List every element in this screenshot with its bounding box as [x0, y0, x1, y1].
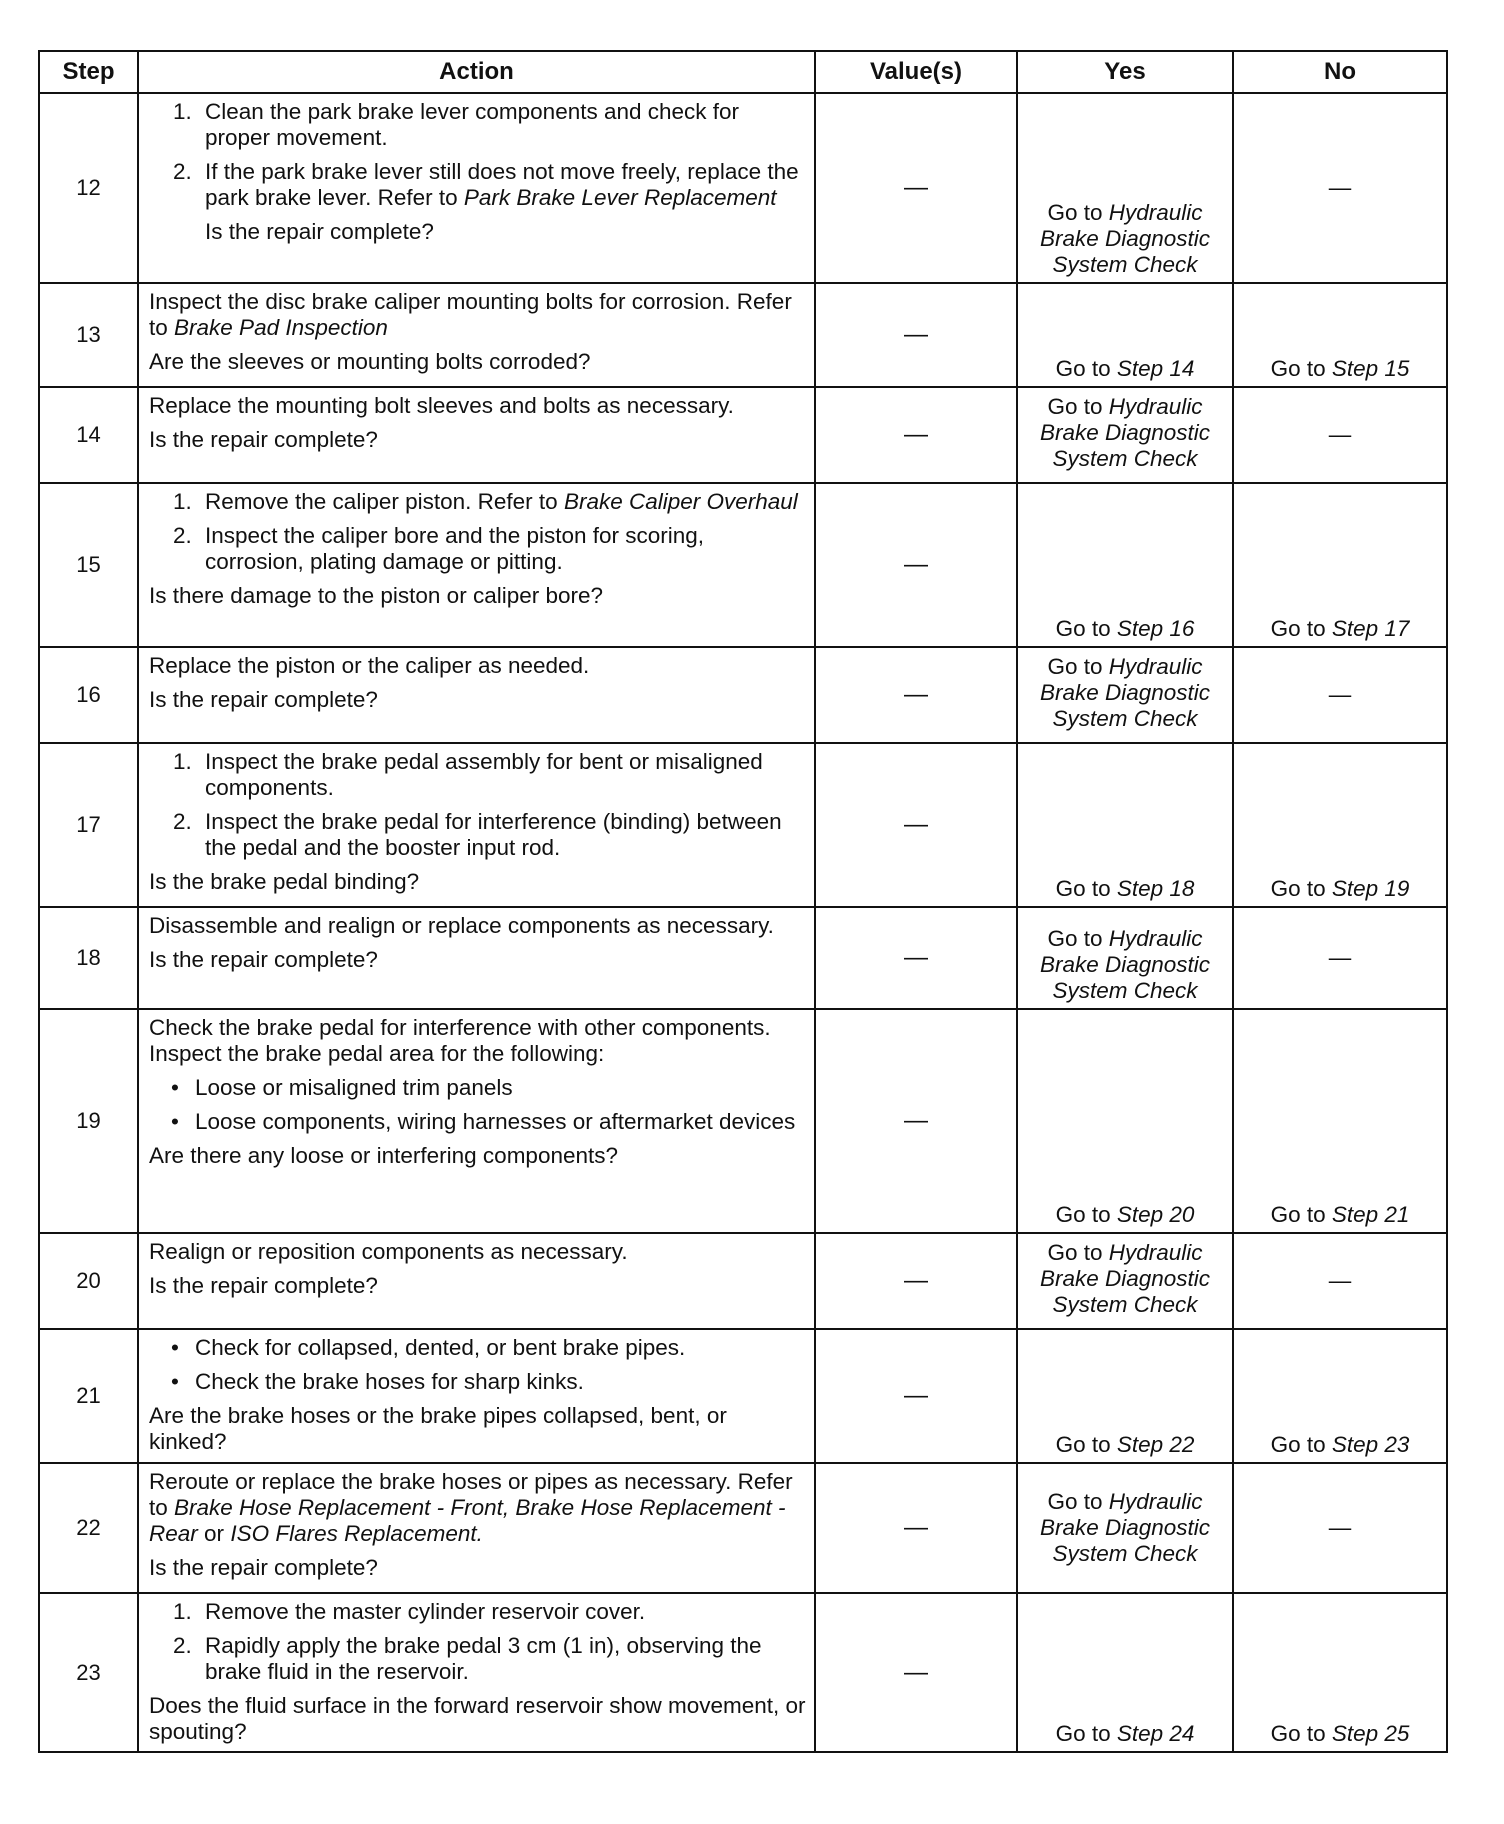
table-row — [39, 907, 1447, 1009]
yes-cell: Go to Step 24 — [1017, 1593, 1233, 1752]
yes-cell: Go to Hydraulic Brake Diagnostic System Check — [1017, 1233, 1233, 1329]
value-cell: — — [815, 1009, 1017, 1233]
step-number: 16 — [39, 647, 138, 743]
no-cell: — — [1233, 93, 1447, 283]
table-row — [39, 387, 1447, 483]
action-cell: Replace the piston or the caliper as needed. Is the repair complete? — [138, 647, 815, 743]
no-cell: — — [1233, 387, 1447, 483]
yes-cell: Go to Step 22 — [1017, 1329, 1233, 1463]
header-action: Action — [138, 51, 815, 93]
table-row — [39, 93, 1447, 283]
action-cell: Disassemble and realign or replace components as necessary. Is the repair complete? — [138, 907, 815, 1009]
action-cell: Check the brake pedal for interference with other components. Inspect the brake pedal area for the following: • Loose or misaligned trim panels • Loose components, wiring harnesses or aftermarket devices Are there any loose or interfering components? — [138, 1009, 815, 1233]
value-cell: — — [815, 1329, 1017, 1463]
action-cell: Inspect the disc brake caliper mounting bolts for corrosion. Refer to Brake Pad Inspection Are the sleeves or mounting bolts corroded? — [138, 283, 815, 387]
value-cell: — — [815, 1463, 1017, 1593]
action-cell: 1. Remove the master cylinder reservoir cover. 2. Rapidly apply the brake pedal 3 cm (1 in), observing the brake fluid in the reservoir. Does the fluid surface in the forward reservoir show movement, or spouting? — [138, 1593, 815, 1752]
value-cell: — — [815, 647, 1017, 743]
action-question: Are there any loose or interfering components? — [149, 1143, 619, 1168]
step-number: 19 — [39, 1009, 138, 1233]
action-question: Does the fluid surface in the forward reservoir show movement, or spouting? — [149, 1693, 806, 1744]
action-question: Are the sleeves or mounting bolts corroded? — [149, 349, 591, 374]
no-cell: Go to Step 19 — [1233, 743, 1447, 907]
table-row — [39, 283, 1447, 387]
value-cell: — — [815, 1233, 1017, 1329]
no-cell: Go to Step 21 — [1233, 1009, 1447, 1233]
table-row — [39, 1463, 1447, 1593]
header-values: Value(s) — [815, 51, 1017, 93]
no-cell: — — [1233, 647, 1447, 743]
no-cell: Go to Step 25 — [1233, 1593, 1447, 1752]
action-cell: Realign or reposition components as necessary. Is the repair complete? — [138, 1233, 815, 1329]
action-cell: 1. Inspect the brake pedal assembly for bent or misaligned components. 2. Inspect the brake pedal for interference (binding) between the pedal and the booster input rod. Is the brake pedal binding? — [138, 743, 815, 907]
yes-cell: Go to Hydraulic Brake Diagnostic System Check — [1017, 907, 1233, 1009]
action-question: Is the repair complete? — [149, 687, 378, 712]
no-cell: Go to Step 23 — [1233, 1329, 1447, 1463]
action-cell: Reroute or replace the brake hoses or pipes as necessary. Refer to Brake Hose Replacement - Front, Brake Hose Replacement - Rear or ISO Flares Replacement. Is the repair complete? — [138, 1463, 815, 1593]
table-row — [39, 743, 1447, 907]
action-question: Is the repair complete? — [149, 947, 378, 972]
no-cell: Go to Step 17 — [1233, 483, 1447, 647]
action-cell: Replace the mounting bolt sleeves and bolts as necessary. Is the repair complete? — [138, 387, 815, 483]
header-yes: Yes — [1017, 51, 1233, 93]
table-row — [39, 1593, 1447, 1752]
step-number: 14 — [39, 387, 138, 483]
yes-cell: Go to Hydraulic Brake Diagnostic System Check — [1017, 647, 1233, 743]
no-cell: Go to Step 15 — [1233, 283, 1447, 387]
action-question: Are the brake hoses or the brake pipes collapsed, bent, or kinked? — [149, 1403, 727, 1454]
step-number: 13 — [39, 283, 138, 387]
header-no: No — [1233, 51, 1447, 93]
table-row — [39, 647, 1447, 743]
action-question: Is the brake pedal binding? — [149, 869, 420, 894]
diagnostic-table — [38, 50, 1448, 1753]
table-row — [39, 1329, 1447, 1463]
no-cell: — — [1233, 907, 1447, 1009]
value-cell: — — [815, 283, 1017, 387]
table-row — [39, 1009, 1447, 1233]
step-number: 20 — [39, 1233, 138, 1329]
step-number: 21 — [39, 1329, 138, 1463]
action-question: Is the repair complete? — [149, 1273, 378, 1298]
step-number: 15 — [39, 483, 138, 647]
yes-cell: Go to Hydraulic Brake Diagnostic System Check — [1017, 387, 1233, 483]
value-cell: — — [815, 907, 1017, 1009]
step-number: 23 — [39, 1593, 138, 1752]
action-question: Is the repair complete? — [149, 427, 378, 452]
yes-cell: Go to Step 18 — [1017, 743, 1233, 907]
yes-cell: Go to Step 16 — [1017, 483, 1233, 647]
no-cell: — — [1233, 1233, 1447, 1329]
value-cell: — — [815, 387, 1017, 483]
table-row — [39, 483, 1447, 647]
header-row — [39, 51, 1447, 93]
value-cell: — — [815, 743, 1017, 907]
action-question: Is the repair complete? — [205, 219, 434, 244]
yes-cell: Go to Step 14 — [1017, 283, 1233, 387]
value-cell: — — [815, 1593, 1017, 1752]
yes-cell: Go to Hydraulic Brake Diagnostic System Check — [1017, 1463, 1233, 1593]
step-number: 22 — [39, 1463, 138, 1593]
header-step: Step — [39, 51, 138, 93]
action-cell: 1. Clean the park brake lever components and check for proper movement. 2. If the park brake lever still does not move freely, replace the park brake lever. Refer to Park Brake Lever Replacement Is the repair complete? — [138, 93, 815, 283]
no-cell: — — [1233, 1463, 1447, 1593]
action-question: Is the repair complete? — [149, 1555, 378, 1580]
step-number: 12 — [39, 93, 138, 283]
step-number: 17 — [39, 743, 138, 907]
action-question: Is there damage to the piston or caliper bore? — [149, 583, 604, 608]
table-row — [39, 1233, 1447, 1329]
value-cell: — — [815, 483, 1017, 647]
value-cell: — — [815, 93, 1017, 283]
yes-cell: Go to Step 20 — [1017, 1009, 1233, 1233]
action-cell: • Check for collapsed, dented, or bent brake pipes. • Check the brake hoses for sharp kinks. Are the brake hoses or the brake pipes collapsed, bent, or kinked? — [138, 1329, 815, 1463]
step-number: 18 — [39, 907, 138, 1009]
action-cell: 1. Remove the caliper piston. Refer to Brake Caliper Overhaul 2. Inspect the caliper bore and the piston for scoring, corrosion, plating damage or pitting. Is there damage to the piston or caliper bore? — [138, 483, 815, 647]
yes-cell: Go to Hydraulic Brake Diagnostic System Check — [1017, 93, 1233, 283]
